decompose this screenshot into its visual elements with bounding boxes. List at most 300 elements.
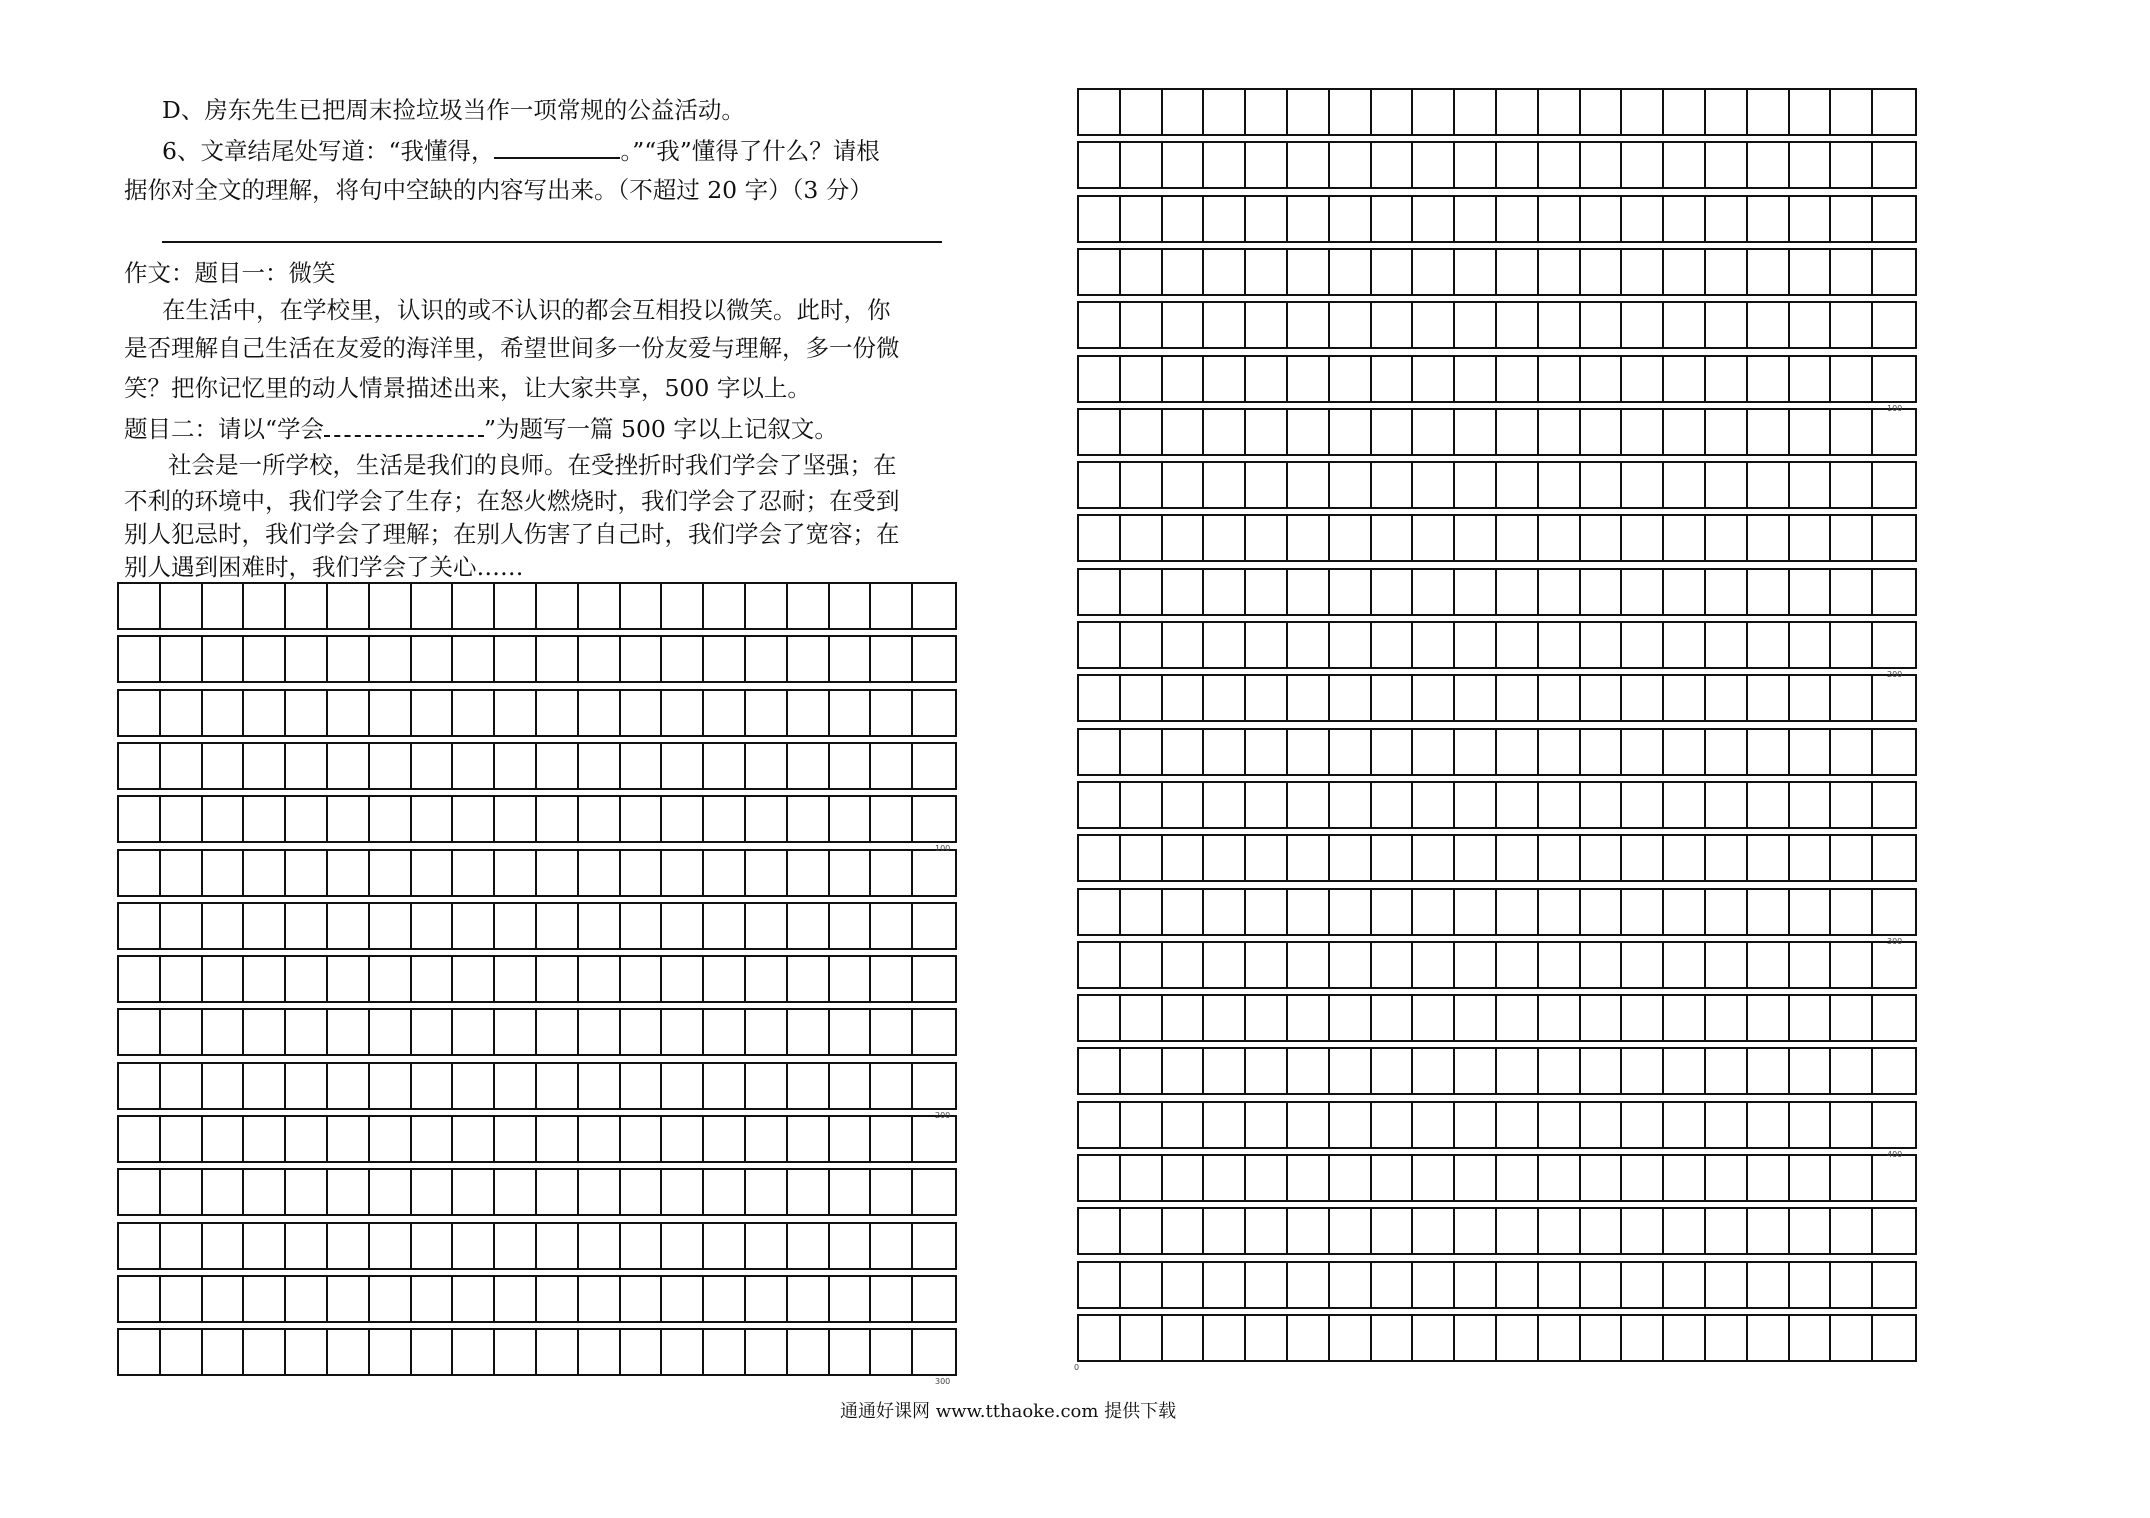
grid-cell[interactable]: [621, 797, 663, 841]
grid-cell[interactable]: [1413, 1156, 1455, 1200]
grid-cell[interactable]: [1413, 623, 1455, 667]
grid-cell[interactable]: [871, 1330, 913, 1374]
grid-cell[interactable]: [495, 1064, 537, 1108]
grid-cell[interactable]: [1539, 730, 1581, 774]
grid-cell[interactable]: [1539, 836, 1581, 880]
grid-cell[interactable]: [370, 1330, 412, 1374]
grid-cell[interactable]: [1121, 783, 1163, 827]
grid-cell[interactable]: [1121, 943, 1163, 987]
grid-cell[interactable]: [1204, 1049, 1246, 1093]
grid-cell[interactable]: [1497, 90, 1539, 134]
grid-cell[interactable]: [328, 1010, 370, 1054]
grid-cell[interactable]: [1497, 1263, 1539, 1307]
grid-cell[interactable]: [203, 1224, 245, 1268]
grid-cell[interactable]: [1413, 303, 1455, 347]
grid-cell[interactable]: [495, 957, 537, 1001]
grid-cell[interactable]: [1664, 410, 1706, 454]
grid-cell[interactable]: [1372, 410, 1414, 454]
grid-cell[interactable]: [1288, 1103, 1330, 1147]
grid-cell[interactable]: [1831, 197, 1873, 241]
grid-cell[interactable]: [913, 1277, 955, 1321]
grid-cell[interactable]: [328, 957, 370, 1001]
grid-cell[interactable]: [1246, 197, 1288, 241]
grid-cell[interactable]: [746, 1010, 788, 1054]
grid-cell[interactable]: [161, 1064, 203, 1108]
grid-cell[interactable]: [1497, 1049, 1539, 1093]
grid-cell[interactable]: [1163, 357, 1205, 401]
grid-cell[interactable]: [1455, 1316, 1497, 1360]
grid-cell[interactable]: [1748, 516, 1790, 560]
grid-cell[interactable]: [537, 691, 579, 735]
grid-cell[interactable]: [1330, 1263, 1372, 1307]
grid-cell[interactable]: [1079, 890, 1121, 934]
grid-cell[interactable]: [537, 797, 579, 841]
grid-cell[interactable]: [1372, 943, 1414, 987]
grid-cell[interactable]: [1622, 676, 1664, 720]
grid-cell[interactable]: [1581, 463, 1623, 507]
grid-cell[interactable]: [495, 1117, 537, 1161]
grid-cell[interactable]: [1079, 730, 1121, 774]
grid-cell[interactable]: [1246, 890, 1288, 934]
grid-cell[interactable]: [1706, 1156, 1748, 1200]
grid-cell[interactable]: [746, 744, 788, 788]
grid-cell[interactable]: [244, 1010, 286, 1054]
grid-cell[interactable]: [1246, 623, 1288, 667]
grid-cell[interactable]: [830, 1170, 872, 1214]
grid-cell[interactable]: [1873, 730, 1915, 774]
grid-cell[interactable]: [1372, 890, 1414, 934]
grid-cell[interactable]: [1163, 730, 1205, 774]
grid-cell[interactable]: [244, 1224, 286, 1268]
grid-cell[interactable]: [1748, 943, 1790, 987]
grid-cell[interactable]: [453, 584, 495, 628]
grid-cell[interactable]: [1455, 357, 1497, 401]
grid-cell[interactable]: [1581, 1316, 1623, 1360]
grid-cell[interactable]: [662, 1117, 704, 1161]
grid-cell[interactable]: [662, 1277, 704, 1321]
grid-cell[interactable]: [1873, 836, 1915, 880]
grid-cell[interactable]: [704, 1117, 746, 1161]
grid-cell[interactable]: [412, 851, 454, 895]
grid-cell[interactable]: [1413, 357, 1455, 401]
grid-cell[interactable]: [1330, 1156, 1372, 1200]
grid-cell[interactable]: [1413, 143, 1455, 187]
grid-cell[interactable]: [1497, 623, 1539, 667]
grid-cell[interactable]: [1372, 463, 1414, 507]
grid-cell[interactable]: [1706, 996, 1748, 1040]
grid-cell[interactable]: [1664, 730, 1706, 774]
grid-cell[interactable]: [1288, 516, 1330, 560]
grid-cell[interactable]: [1288, 570, 1330, 614]
grid-cell[interactable]: [1581, 570, 1623, 614]
grid-cell[interactable]: [161, 691, 203, 735]
grid-cell[interactable]: [1539, 996, 1581, 1040]
grid-cell[interactable]: [1497, 943, 1539, 987]
grid-cell[interactable]: [871, 797, 913, 841]
grid-cell[interactable]: [1497, 357, 1539, 401]
grid-cell[interactable]: [871, 1010, 913, 1054]
grid-cell[interactable]: [328, 1170, 370, 1214]
grid-cell[interactable]: [1455, 996, 1497, 1040]
grid-cell[interactable]: [1706, 890, 1748, 934]
grid-cell[interactable]: [1204, 1316, 1246, 1360]
grid-cell[interactable]: [1706, 1263, 1748, 1307]
grid-cell[interactable]: [1497, 730, 1539, 774]
grid-cell[interactable]: [1790, 357, 1832, 401]
grid-cell[interactable]: [1664, 996, 1706, 1040]
grid-cell[interactable]: [119, 584, 161, 628]
grid-cell[interactable]: [621, 744, 663, 788]
grid-cell[interactable]: [161, 744, 203, 788]
grid-cell[interactable]: [1790, 143, 1832, 187]
grid-cell[interactable]: [1246, 410, 1288, 454]
grid-cell[interactable]: [1288, 1209, 1330, 1253]
grid-cell[interactable]: [1497, 516, 1539, 560]
grid-cell[interactable]: [1204, 143, 1246, 187]
grid-cell[interactable]: [119, 1224, 161, 1268]
grid-cell[interactable]: [328, 744, 370, 788]
grid-cell[interactable]: [244, 1170, 286, 1214]
grid-cell[interactable]: [1413, 1103, 1455, 1147]
grid-cell[interactable]: [913, 1170, 955, 1214]
grid-cell[interactable]: [1873, 996, 1915, 1040]
grid-cell[interactable]: [1664, 1316, 1706, 1360]
grid-cell[interactable]: [579, 637, 621, 681]
grid-cell[interactable]: [1664, 1103, 1706, 1147]
grid-cell[interactable]: [1288, 783, 1330, 827]
grid-cell[interactable]: [1497, 303, 1539, 347]
grid-cell[interactable]: [1748, 143, 1790, 187]
grid-cell[interactable]: [913, 904, 955, 948]
grid-cell[interactable]: [1288, 250, 1330, 294]
grid-cell[interactable]: [830, 957, 872, 1001]
grid-cell[interactable]: [1664, 943, 1706, 987]
grid-cell[interactable]: [1622, 90, 1664, 134]
grid-cell[interactable]: [1706, 943, 1748, 987]
grid-cell[interactable]: [1079, 623, 1121, 667]
answer-blank[interactable]: [494, 133, 620, 159]
grid-cell[interactable]: [1622, 143, 1664, 187]
grid-cell[interactable]: [1539, 1263, 1581, 1307]
grid-cell[interactable]: [1413, 516, 1455, 560]
grid-cell[interactable]: [1204, 676, 1246, 720]
grid-cell[interactable]: [1831, 730, 1873, 774]
grid-cell[interactable]: [412, 1010, 454, 1054]
grid-cell[interactable]: [1873, 890, 1915, 934]
grid-cell[interactable]: [1288, 410, 1330, 454]
grid-cell[interactable]: [1622, 303, 1664, 347]
grid-cell[interactable]: [1539, 303, 1581, 347]
grid-cell[interactable]: [1539, 1316, 1581, 1360]
grid-cell[interactable]: [286, 637, 328, 681]
grid-cell[interactable]: [537, 1277, 579, 1321]
grid-cell[interactable]: [453, 957, 495, 1001]
grid-cell[interactable]: [1748, 996, 1790, 1040]
grid-cell[interactable]: [871, 1224, 913, 1268]
grid-cell[interactable]: [1163, 1103, 1205, 1147]
grid-cell[interactable]: [1413, 1263, 1455, 1307]
grid-cell[interactable]: [1748, 90, 1790, 134]
grid-cell[interactable]: [537, 1224, 579, 1268]
grid-cell[interactable]: [788, 1224, 830, 1268]
grid-cell[interactable]: [1664, 303, 1706, 347]
grid-cell[interactable]: [1664, 463, 1706, 507]
grid-cell[interactable]: [1288, 143, 1330, 187]
grid-cell[interactable]: [119, 1170, 161, 1214]
grid-cell[interactable]: [1664, 890, 1706, 934]
grid-cell[interactable]: [1455, 410, 1497, 454]
grid-cell[interactable]: [1706, 1209, 1748, 1253]
grid-cell[interactable]: [453, 637, 495, 681]
grid-cell[interactable]: [1413, 570, 1455, 614]
grid-cell[interactable]: [1330, 1049, 1372, 1093]
grid-cell[interactable]: [1246, 143, 1288, 187]
grid-cell[interactable]: [1706, 570, 1748, 614]
grid-cell[interactable]: [286, 584, 328, 628]
grid-cell[interactable]: [1413, 676, 1455, 720]
grid-cell[interactable]: [1288, 943, 1330, 987]
grid-cell[interactable]: [119, 1010, 161, 1054]
grid-cell[interactable]: [1497, 783, 1539, 827]
grid-cell[interactable]: [1873, 1316, 1915, 1360]
grid-cell[interactable]: [704, 957, 746, 1001]
grid-cell[interactable]: [1790, 1156, 1832, 1200]
grid-cell[interactable]: [1330, 996, 1372, 1040]
grid-cell[interactable]: [1204, 197, 1246, 241]
grid-cell[interactable]: [495, 1330, 537, 1374]
grid-cell[interactable]: [1246, 783, 1288, 827]
grid-cell[interactable]: [1873, 410, 1915, 454]
grid-cell[interactable]: [537, 1064, 579, 1108]
grid-cell[interactable]: [1246, 1156, 1288, 1200]
grid-cell[interactable]: [119, 744, 161, 788]
grid-cell[interactable]: [1163, 570, 1205, 614]
grid-cell[interactable]: [1455, 783, 1497, 827]
grid-cell[interactable]: [537, 1170, 579, 1214]
grid-cell[interactable]: [621, 1330, 663, 1374]
grid-cell[interactable]: [537, 1330, 579, 1374]
grid-cell[interactable]: [1539, 1209, 1581, 1253]
grid-cell[interactable]: [1539, 90, 1581, 134]
grid-cell[interactable]: [1664, 197, 1706, 241]
grid-cell[interactable]: [1790, 943, 1832, 987]
grid-cell[interactable]: [1664, 90, 1706, 134]
grid-cell[interactable]: [161, 1010, 203, 1054]
grid-cell[interactable]: [579, 1330, 621, 1374]
grid-cell[interactable]: [1664, 1209, 1706, 1253]
grid-cell[interactable]: [1664, 783, 1706, 827]
grid-cell[interactable]: [1873, 250, 1915, 294]
grid-cell[interactable]: [119, 1117, 161, 1161]
grid-cell[interactable]: [1121, 516, 1163, 560]
grid-cell[interactable]: [1121, 623, 1163, 667]
grid-cell[interactable]: [1831, 570, 1873, 614]
grid-cell[interactable]: [621, 1010, 663, 1054]
topic2-blank[interactable]: [324, 411, 484, 437]
grid-cell[interactable]: [1079, 90, 1121, 134]
grid-cell[interactable]: [161, 797, 203, 841]
grid-cell[interactable]: [1790, 1103, 1832, 1147]
grid-cell[interactable]: [871, 1064, 913, 1108]
grid-cell[interactable]: [830, 637, 872, 681]
grid-cell[interactable]: [1539, 516, 1581, 560]
grid-cell[interactable]: [1790, 463, 1832, 507]
grid-cell[interactable]: [1246, 250, 1288, 294]
grid-cell[interactable]: [1622, 783, 1664, 827]
grid-cell[interactable]: [1246, 570, 1288, 614]
grid-cell[interactable]: [1079, 1263, 1121, 1307]
grid-cell[interactable]: [286, 691, 328, 735]
grid-cell[interactable]: [1288, 996, 1330, 1040]
grid-cell[interactable]: [119, 957, 161, 1001]
grid-cell[interactable]: [1204, 90, 1246, 134]
grid-cell[interactable]: [1163, 943, 1205, 987]
grid-cell[interactable]: [1622, 570, 1664, 614]
grid-cell[interactable]: [286, 1117, 328, 1161]
grid-cell[interactable]: [1581, 1263, 1623, 1307]
grid-cell[interactable]: [1790, 570, 1832, 614]
grid-cell[interactable]: [913, 744, 955, 788]
grid-cell[interactable]: [1413, 250, 1455, 294]
grid-cell[interactable]: [830, 904, 872, 948]
grid-cell[interactable]: [1748, 1263, 1790, 1307]
grid-cell[interactable]: [1455, 943, 1497, 987]
grid-cell[interactable]: [1497, 676, 1539, 720]
grid-cell[interactable]: [1330, 730, 1372, 774]
grid-cell[interactable]: [370, 797, 412, 841]
grid-cell[interactable]: [913, 797, 955, 841]
grid-cell[interactable]: [1831, 410, 1873, 454]
grid-cell[interactable]: [412, 1064, 454, 1108]
grid-cell[interactable]: [1413, 90, 1455, 134]
grid-cell[interactable]: [1790, 890, 1832, 934]
grid-cell[interactable]: [1539, 410, 1581, 454]
grid-cell[interactable]: [1121, 357, 1163, 401]
grid-cell[interactable]: [1288, 357, 1330, 401]
grid-cell[interactable]: [1622, 996, 1664, 1040]
grid-cell[interactable]: [453, 1277, 495, 1321]
grid-cell[interactable]: [203, 1330, 245, 1374]
grid-cell[interactable]: [1790, 1263, 1832, 1307]
writing-grid-left[interactable]: [117, 582, 957, 1387]
grid-cell[interactable]: [203, 1064, 245, 1108]
grid-cell[interactable]: [1163, 836, 1205, 880]
grid-cell[interactable]: [579, 584, 621, 628]
grid-cell[interactable]: [788, 851, 830, 895]
grid-cell[interactable]: [788, 1277, 830, 1321]
grid-cell[interactable]: [1204, 570, 1246, 614]
grid-cell[interactable]: [1121, 730, 1163, 774]
grid-cell[interactable]: [286, 1277, 328, 1321]
grid-cell[interactable]: [1831, 516, 1873, 560]
grid-cell[interactable]: [495, 1010, 537, 1054]
grid-cell[interactable]: [161, 851, 203, 895]
grid-cell[interactable]: [788, 584, 830, 628]
grid-cell[interactable]: [1581, 197, 1623, 241]
grid-cell[interactable]: [1581, 1156, 1623, 1200]
grid-cell[interactable]: [1706, 250, 1748, 294]
grid-cell[interactable]: [328, 1064, 370, 1108]
grid-cell[interactable]: [1163, 783, 1205, 827]
grid-cell[interactable]: [1246, 90, 1288, 134]
grid-cell[interactable]: [1079, 1156, 1121, 1200]
grid-cell[interactable]: [1581, 730, 1623, 774]
grid-cell[interactable]: [579, 1064, 621, 1108]
grid-cell[interactable]: [1413, 836, 1455, 880]
grid-cell[interactable]: [244, 1064, 286, 1108]
grid-cell[interactable]: [871, 637, 913, 681]
grid-cell[interactable]: [244, 797, 286, 841]
grid-cell[interactable]: [537, 637, 579, 681]
grid-cell[interactable]: [704, 851, 746, 895]
grid-cell[interactable]: [1831, 357, 1873, 401]
grid-cell[interactable]: [1204, 1263, 1246, 1307]
grid-cell[interactable]: [286, 744, 328, 788]
grid-cell[interactable]: [1706, 783, 1748, 827]
grid-cell[interactable]: [788, 1010, 830, 1054]
grid-cell[interactable]: [203, 1277, 245, 1321]
grid-cell[interactable]: [119, 637, 161, 681]
grid-cell[interactable]: [412, 957, 454, 1001]
grid-cell[interactable]: [913, 851, 955, 895]
grid-cell[interactable]: [746, 851, 788, 895]
grid-cell[interactable]: [913, 691, 955, 735]
grid-cell[interactable]: [871, 851, 913, 895]
grid-cell[interactable]: [1121, 303, 1163, 347]
grid-cell[interactable]: [1581, 836, 1623, 880]
grid-cell[interactable]: [830, 851, 872, 895]
grid-cell[interactable]: [704, 1330, 746, 1374]
grid-cell[interactable]: [537, 1117, 579, 1161]
grid-cell[interactable]: [1581, 90, 1623, 134]
grid-cell[interactable]: [244, 691, 286, 735]
grid-cell[interactable]: [161, 957, 203, 1001]
grid-cell[interactable]: [1413, 1049, 1455, 1093]
grid-cell[interactable]: [746, 1117, 788, 1161]
grid-cell[interactable]: [662, 851, 704, 895]
grid-cell[interactable]: [788, 1330, 830, 1374]
grid-cell[interactable]: [913, 1117, 955, 1161]
grid-cell[interactable]: [913, 1064, 955, 1108]
grid-cell[interactable]: [579, 904, 621, 948]
grid-cell[interactable]: [1497, 463, 1539, 507]
grid-cell[interactable]: [1246, 1209, 1288, 1253]
grid-cell[interactable]: [1873, 143, 1915, 187]
grid-cell[interactable]: [1413, 410, 1455, 454]
grid-cell[interactable]: [1706, 90, 1748, 134]
grid-cell[interactable]: [1873, 1263, 1915, 1307]
grid-cell[interactable]: [1372, 730, 1414, 774]
grid-cell[interactable]: [412, 1117, 454, 1161]
grid-cell[interactable]: [1121, 676, 1163, 720]
grid-cell[interactable]: [328, 584, 370, 628]
grid-cell[interactable]: [1664, 143, 1706, 187]
grid-cell[interactable]: [1706, 1316, 1748, 1360]
grid-cell[interactable]: [1748, 836, 1790, 880]
grid-cell[interactable]: [1246, 1103, 1288, 1147]
grid-cell[interactable]: [1790, 836, 1832, 880]
grid-cell[interactable]: [1706, 836, 1748, 880]
grid-cell[interactable]: [1706, 676, 1748, 720]
grid-cell[interactable]: [1831, 623, 1873, 667]
grid-cell[interactable]: [1581, 783, 1623, 827]
grid-cell[interactable]: [662, 1330, 704, 1374]
grid-cell[interactable]: [412, 1224, 454, 1268]
grid-cell[interactable]: [1163, 676, 1205, 720]
grid-cell[interactable]: [579, 957, 621, 1001]
grid-cell[interactable]: [1622, 1156, 1664, 1200]
grid-cell[interactable]: [1121, 1209, 1163, 1253]
